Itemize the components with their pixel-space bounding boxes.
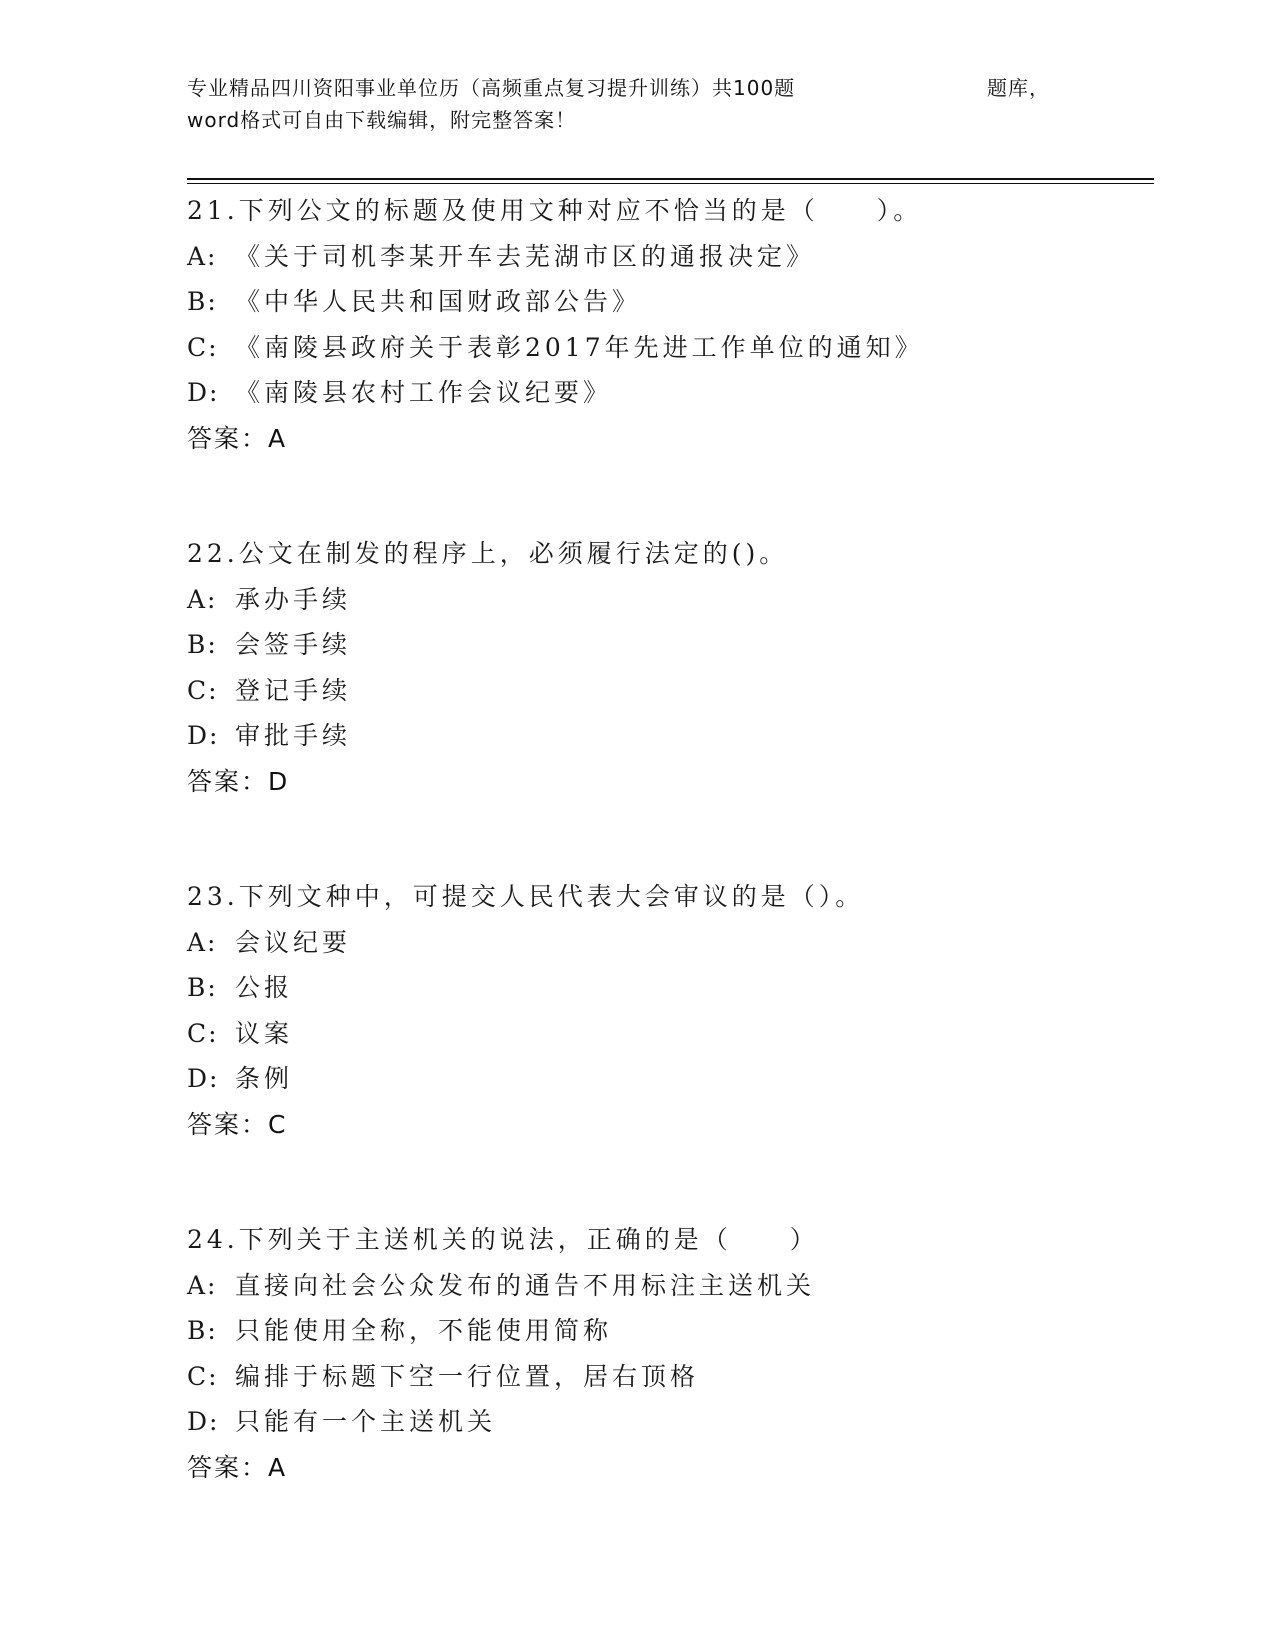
answer-line — [187, 416, 1147, 462]
document-header — [187, 72, 1087, 136]
option-text: 会签手续 — [235, 630, 352, 659]
question-title: 21.下列公文的标题及使用文种对应不恰当的是（ ）。 — [187, 196, 923, 225]
option-text: 承办手续 — [235, 584, 352, 614]
option-letter: D: — [187, 721, 220, 750]
answer-label: 答案： — [187, 1109, 269, 1139]
option-d — [187, 1399, 1147, 1445]
option-b — [187, 965, 1147, 1011]
question-title: 23.下列文种中，可提交人民代表大会审议的是（）。 — [187, 882, 865, 911]
option-text: 只能使用全称，不能使用简称 — [235, 1316, 613, 1345]
option-text: 《关于司机李某开车去芜湖市区的通报决定》 — [235, 241, 816, 271]
header-line-2: word格式可自由下载编辑，附完整答案！ — [187, 108, 577, 132]
option-letter: D: — [187, 378, 220, 407]
option-c — [187, 668, 1147, 714]
option-letter: C: — [187, 675, 219, 705]
answer-value: A — [268, 1452, 288, 1482]
option-d — [187, 713, 1147, 759]
question-list — [187, 188, 1147, 1560]
question-title: 22.公文在制发的程序上，必须履行法定的()。 — [187, 539, 789, 568]
question-21 — [187, 188, 1147, 461]
option-letter: B: — [187, 630, 218, 659]
question-24 — [187, 1217, 1147, 1490]
option-letter: A: — [187, 1270, 218, 1300]
option-letter: C: — [187, 1361, 219, 1391]
option-text: 会议纪要 — [235, 927, 352, 957]
answer-label: 答案： — [187, 423, 269, 453]
option-c — [187, 325, 1147, 371]
question-22 — [187, 531, 1147, 804]
option-text: 编排于标题下空一行位置，居右顶格 — [235, 1361, 700, 1391]
option-letter: C: — [187, 332, 219, 362]
option-text: 条例 — [235, 1064, 294, 1093]
answer-line — [187, 1445, 1147, 1491]
option-a — [187, 920, 1147, 966]
option-text: 《中华人民共和国财政部公告》 — [235, 287, 642, 316]
option-text: 公报 — [235, 973, 294, 1002]
option-letter: C: — [187, 1018, 219, 1048]
option-text: 《南陵县政府关于表彰2017年先进工作单位的通知》 — [235, 332, 924, 362]
option-b — [187, 279, 1147, 325]
option-c — [187, 1354, 1147, 1400]
answer-value: C — [268, 1109, 288, 1139]
answer-line — [187, 1102, 1147, 1148]
option-text: 登记手续 — [235, 675, 352, 705]
option-a — [187, 234, 1147, 280]
header-title-suffix: 题库， — [987, 76, 1050, 100]
option-c — [187, 1011, 1147, 1057]
header-title: 专业精品四川资阳事业单位历（高频重点复习提升训练）共100题 — [187, 76, 796, 100]
answer-label: 答案： — [187, 1452, 269, 1482]
answer-value: A — [268, 423, 288, 453]
option-a — [187, 577, 1147, 623]
option-d — [187, 1056, 1147, 1102]
option-b — [187, 1308, 1147, 1354]
option-letter: B: — [187, 1316, 218, 1345]
option-letter: D: — [187, 1064, 220, 1093]
option-letter: B: — [187, 973, 218, 1002]
question-title: 24.下列关于主送机关的说法，正确的是（ ） — [187, 1225, 819, 1254]
option-text: 议案 — [235, 1018, 294, 1048]
option-text: 直接向社会公众发布的通告不用标注主送机关 — [235, 1270, 816, 1300]
answer-value: D — [268, 766, 290, 796]
header-line-1 — [187, 72, 1087, 104]
option-text: 审批手续 — [235, 721, 352, 750]
option-letter: A: — [187, 241, 218, 271]
answer-label: 答案： — [187, 766, 269, 796]
header-divider-thin — [187, 183, 1154, 184]
option-d — [187, 370, 1147, 416]
answer-line — [187, 759, 1147, 805]
question-23 — [187, 874, 1147, 1147]
option-text: 《南陵县农村工作会议纪要》 — [235, 378, 613, 407]
option-text: 只能有一个主送机关 — [235, 1407, 497, 1436]
option-letter: A: — [187, 927, 218, 957]
header-divider-thick — [187, 178, 1154, 180]
option-b — [187, 622, 1147, 668]
option-letter: D: — [187, 1407, 220, 1436]
option-a — [187, 1263, 1147, 1309]
option-letter: A: — [187, 584, 218, 614]
option-letter: B: — [187, 287, 218, 316]
